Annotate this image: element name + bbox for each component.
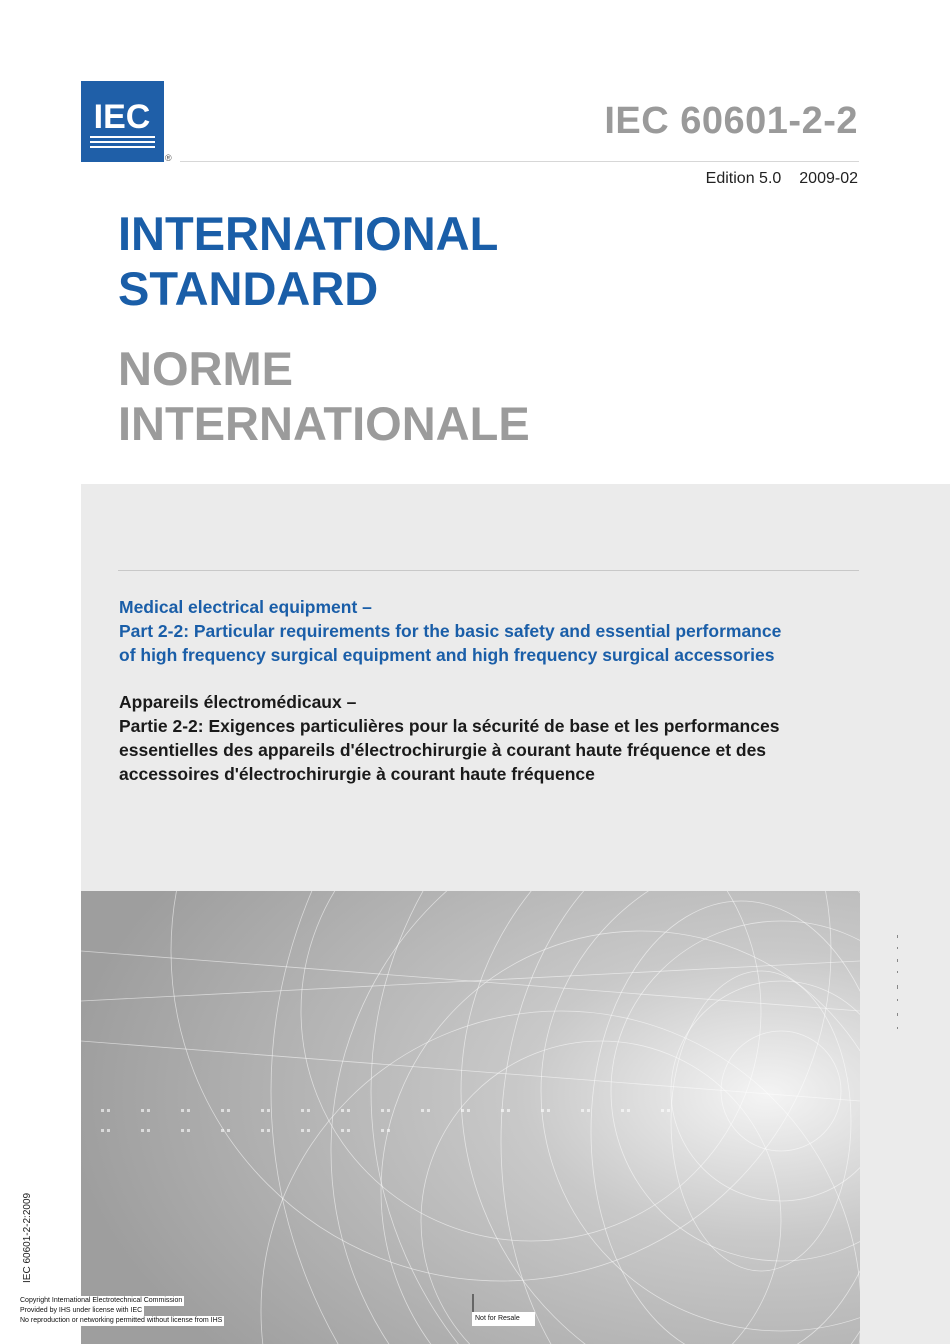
- header-divider: [180, 161, 859, 162]
- description-english-line: of high frequency surgical equipment and high frequency surgical accessories: [119, 645, 775, 665]
- description-french-line: essentielles des appareils d'électrochirurgie à courant haute fréquence et des: [119, 740, 767, 760]
- description-french-line: Appareils électromédicaux –: [119, 692, 357, 712]
- title-english-line-2: STANDARD: [118, 262, 379, 315]
- panel-divider: [118, 570, 859, 571]
- standard-number: IEC 60601-2-2: [604, 100, 858, 142]
- resale-marker: [472, 1294, 474, 1312]
- title-english-line-1: INTERNATIONAL: [118, 207, 499, 260]
- description-english-line: Part 2-2: Particular requirements for the basic safety and essential performance: [119, 621, 782, 641]
- title-french-line-1: NORME: [118, 342, 293, 395]
- copyright-notice: [18, 1296, 224, 1326]
- title-french: [118, 341, 530, 451]
- description-english: [119, 595, 859, 667]
- title-french-line-2: INTERNATIONALE: [118, 397, 530, 450]
- copyright-line: Copyright International Electrotechnical Commission: [20, 1297, 183, 1304]
- description-english-line: Medical electrical equipment –: [119, 597, 372, 617]
- publication-date: 2009-02: [799, 170, 858, 187]
- iec-logo-text: IEC: [93, 98, 151, 136]
- margin-marks: [893, 935, 903, 1035]
- registered-mark: ®: [165, 153, 172, 163]
- edition-label: Edition 5.0: [705, 170, 782, 187]
- title-english: [118, 206, 498, 316]
- description-french-line: accessoires d'électrochirurgie à courant haute fréquence: [119, 764, 595, 784]
- spine-reference: IEC 60601-2-2:2009: [22, 1192, 33, 1283]
- iec-logo: [81, 81, 164, 162]
- cover-artwork: [81, 891, 860, 1344]
- not-for-resale-label: Not for Resale: [472, 1312, 535, 1326]
- description-french-line: Partie 2-2: Exigences particulières pour la sécurité de base et les performances: [119, 716, 780, 736]
- copyright-line: Provided by IHS under license with IEC: [20, 1307, 143, 1314]
- copyright-line: No reproduction or networking permitted without license from IHS: [20, 1317, 223, 1324]
- description-french: [119, 690, 859, 786]
- edition-line: [706, 170, 858, 188]
